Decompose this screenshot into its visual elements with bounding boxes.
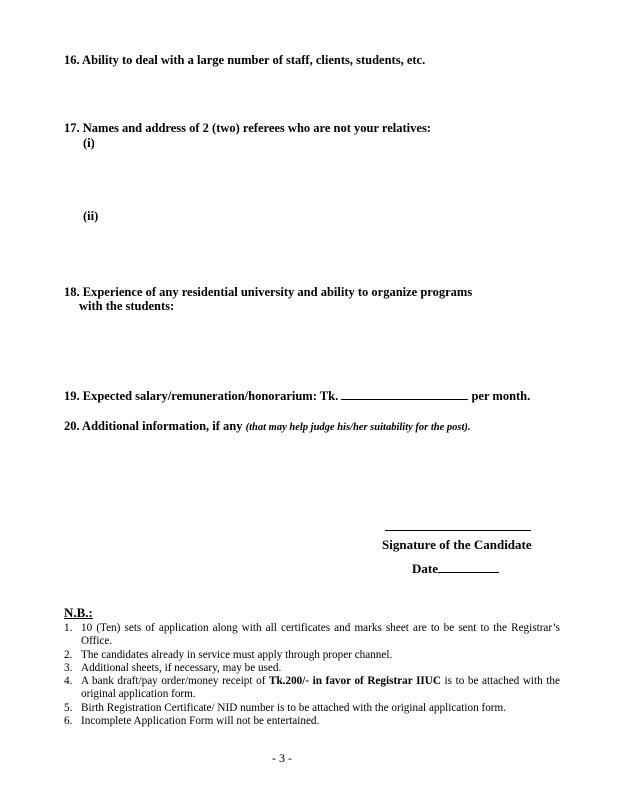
nb-item-6 bbox=[64, 715, 560, 728]
nb-item-number: 1. bbox=[64, 622, 73, 634]
nb-item-2 bbox=[64, 649, 560, 662]
nb-item-5 bbox=[64, 702, 560, 715]
salary-blank bbox=[341, 399, 468, 400]
nb-item-text-bold: Tk.200/- in favor of Registrar IIUC bbox=[269, 675, 441, 688]
question-20-note: (that may help judge his/her suitability for the post). bbox=[245, 422, 471, 433]
nb-list bbox=[64, 622, 560, 728]
nb-item-text: Birth Registration Certificate/ NID number is to be attached with the original application form. bbox=[81, 701, 507, 714]
question-18-line2: with the students: bbox=[79, 299, 175, 313]
nb-item-1 bbox=[64, 622, 560, 649]
question-20-prefix: 20. Additional information, if any bbox=[64, 419, 243, 433]
nb-item-text: The candidates already in service must apply through proper channel. bbox=[81, 648, 393, 661]
date-blank bbox=[438, 572, 499, 573]
question-17: 17. Names and address of 2 (two) referees who are not your relatives: bbox=[64, 121, 431, 135]
referee-1-label: (i) bbox=[83, 136, 95, 150]
nb-item-number: 2. bbox=[64, 648, 73, 661]
nb-item-text bbox=[81, 675, 560, 702]
question-19 bbox=[64, 389, 530, 404]
date-label: Date bbox=[412, 561, 438, 576]
nb-item-number: 6. bbox=[64, 715, 73, 728]
nb-item-text-after: is to be attached with the original application form. bbox=[81, 675, 560, 701]
signature-line bbox=[385, 530, 531, 531]
nb-title: N.B.: bbox=[64, 605, 93, 620]
question-18-line1: 18. Experience of any residential university and ability to organize programs bbox=[64, 285, 473, 299]
page-number: - 3 - bbox=[272, 751, 292, 765]
nb-item-text: Incomplete Application Form will not be entertained. bbox=[81, 715, 320, 728]
nb-item-number: 5. bbox=[64, 701, 73, 714]
question-16: 16. Ability to deal with a large number of staff, clients, students, etc. bbox=[64, 53, 426, 67]
nb-item-4 bbox=[64, 675, 560, 702]
nb-item-number: 3. bbox=[64, 661, 73, 674]
question-20 bbox=[64, 419, 471, 434]
question-19-prefix: 19. Expected salary/remuneration/honorarium: Tk. bbox=[64, 389, 339, 403]
nb-item-text: 10 (Ten) sets of application along with all certificates and marks sheet are to be sent to the Registrar’s Office. bbox=[81, 622, 560, 648]
referee-2-label: (ii) bbox=[83, 209, 99, 223]
question-19-suffix: per month. bbox=[471, 389, 531, 403]
signature-label: Signature of the Candidate bbox=[382, 537, 532, 552]
nb-item-text-before: A bank draft/pay order/money receipt of bbox=[81, 675, 269, 688]
nb-item-number: 4. bbox=[64, 675, 73, 688]
nb-item-3 bbox=[64, 662, 560, 675]
date-field bbox=[412, 561, 499, 577]
nb-item-text: Additional sheets, if necessary, may be used. bbox=[81, 661, 282, 674]
